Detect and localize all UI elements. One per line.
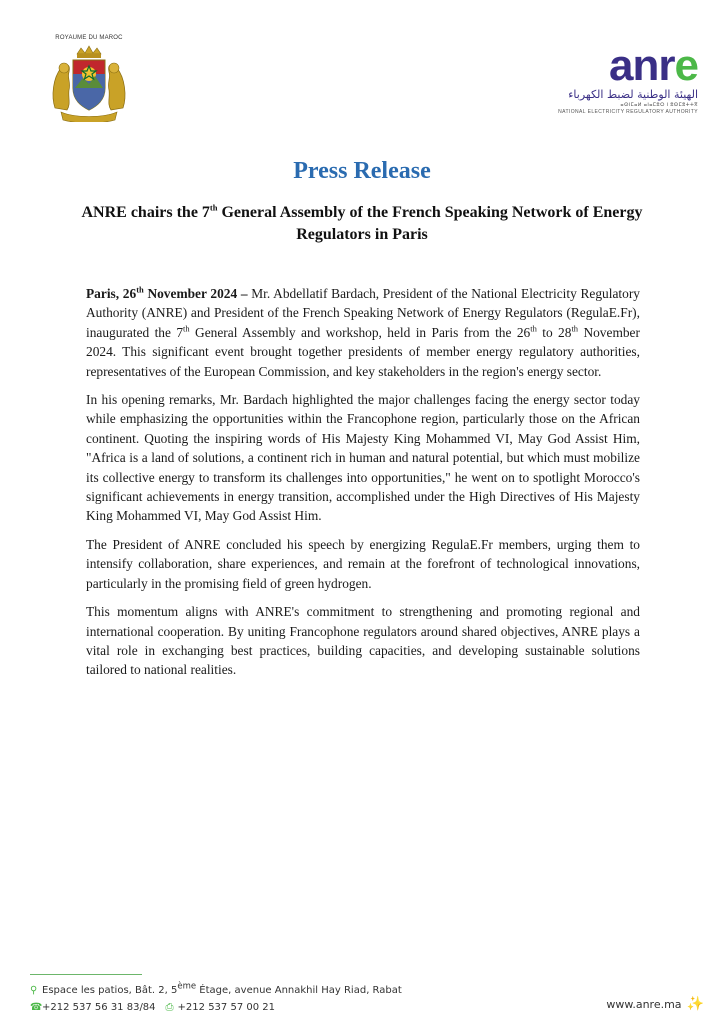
- p1-sup-2: th: [530, 323, 537, 334]
- fax-icon: ⎙: [165, 1002, 174, 1013]
- headline-part1: ANRE chairs the 7: [81, 204, 210, 221]
- footer-website[interactable]: [606, 996, 704, 1012]
- paragraph-3: The President of ANRE concluded his speech by energizing RegulaE.Fr members, urging them to intensify collaboration, share experiences, and remain at the forefront of technological innovations, particularly in the promising field of green hydrogen.: [86, 536, 640, 591]
- logo-tifinagh-name: ⴰⵙⵏⵎⴰⵍ ⴰⵏⴰⵎⵓⵔ ⵏ ⵓⵙⵎⵓⵜⵜⴳ: [620, 102, 698, 108]
- royal-seal-icon: [47, 44, 131, 122]
- article-body: [86, 284, 640, 689]
- paragraph-2: In his opening remarks, Mr. Bardach highlighted the major challenges facing the energy sector today while emphasizing the opportunities within the Francophone region, particularly those on the African continent. Quoting the inspiring words of His Majesty King Mohammed VI, May God Assist Him, "Africa is a land of solutions, a continent rich in human and natural potential, but which must mobilize its collective energy to transform its challenges into opportunities," he went on to spotlight Morocco's significant achievements in energy transition, accomplished under the High Directives of His Majesty King Mohammed VI, May God Assist Him.: [86, 392, 640, 524]
- p1-text-3: to 28: [536, 324, 572, 340]
- anre-logo-wordmark: [609, 41, 698, 90]
- p1-sup-1: th: [183, 323, 190, 334]
- paragraph-4: This momentum aligns with ANRE's commitment to strengthening and promoting regional and international cooperation. By uniting Francophone regulators around shared objectives, ANRE plays a vital role in exchanging best practices, building capacities, and developing sustainable solutions tailored to national realities.: [86, 604, 640, 678]
- headline: [80, 202, 644, 246]
- page-title: Press Release: [293, 158, 431, 184]
- address-part2: Étage, avenue Annakhil Hay Riad, Rabat: [196, 985, 402, 996]
- p1-text-2: General Assembly and workshop, held in Paris from the 26: [189, 324, 531, 340]
- footer-phone-row: [30, 999, 402, 1016]
- logo-word-e: e: [674, 41, 698, 90]
- kingdom-label: ROYAUME DU MAROC: [55, 35, 123, 41]
- footer-address: [42, 981, 402, 996]
- anre-logo: [553, 41, 698, 116]
- web-icon: ✨: [686, 996, 704, 1012]
- headline-part2: General Assembly of the French Speaking Network of Energy Regulators in Paris: [217, 204, 643, 243]
- location-pin-icon: ⚲: [30, 985, 38, 996]
- logo-word-anr: anr: [609, 41, 675, 90]
- footer-address-row: [30, 982, 402, 999]
- footer-phone[interactable]: +212 537 56 31 83/84: [42, 1002, 156, 1013]
- phone-icon: ☎: [30, 1002, 43, 1013]
- p1-text-4: November 2024. This significant event brought together presidents of member energy regulatory authorities, representatives of the European Commission, and key stakeholders in the region's energy sector.: [86, 324, 640, 379]
- p1-sup-3: th: [571, 323, 579, 334]
- footer-divider: [30, 974, 142, 975]
- kingdom-header: [44, 34, 134, 122]
- dateline-sup: th: [136, 284, 144, 295]
- footer-fax[interactable]: +212 537 57 00 21: [177, 1002, 275, 1013]
- paragraph-1: [86, 284, 640, 381]
- logo-arabic-name: الهيئة الوطنية لضبط الكهرباء: [568, 88, 698, 101]
- p1-text-1: Mr. Abdellatif Bardach, President of the National Electricity Regulatory Authority (ANRE) and President of the French Speaking Network of Energy Regulators (RegulaE.Fr), inaugurated the 7: [86, 286, 640, 340]
- dateline-city-day: Paris, 26: [86, 286, 137, 301]
- headline-sup: th: [209, 202, 218, 213]
- footer-contact: [30, 982, 402, 1016]
- dateline: [86, 286, 248, 301]
- address-sup: ème: [177, 981, 197, 992]
- dateline-month-year: November 2024 –: [143, 286, 248, 301]
- logo-english-name: NATIONAL ELECTRICITY REGULATORY AUTHORITY: [558, 109, 698, 115]
- address-part1: Espace les patios, Bât. 2, 5: [42, 985, 178, 996]
- website-link[interactable]: www.anre.ma: [606, 997, 682, 1011]
